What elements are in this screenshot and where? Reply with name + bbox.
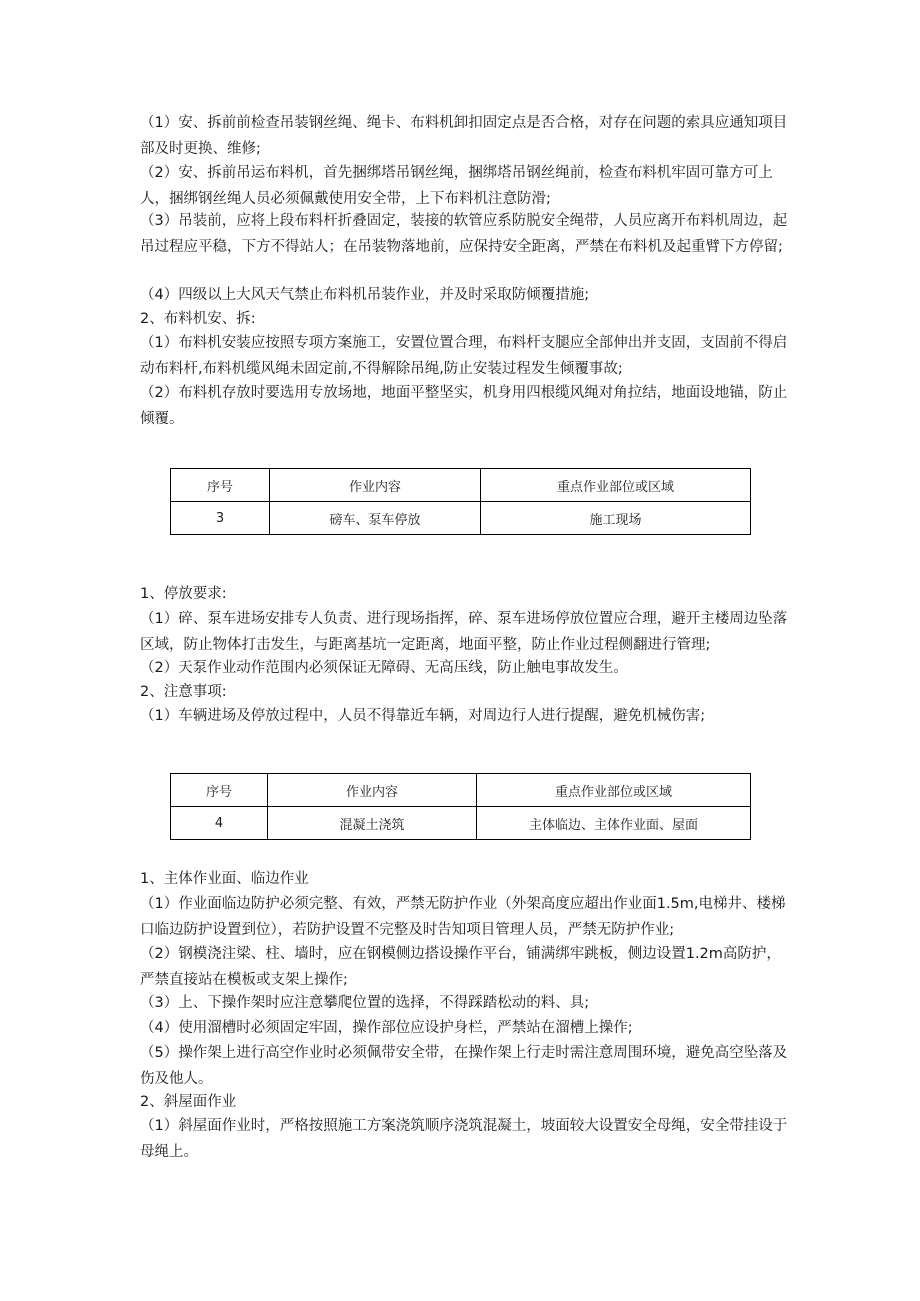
table-header-row	[171, 774, 751, 807]
cell-seq: 4	[171, 807, 268, 840]
paragraph-c1: （1）作业面临边防护必须完整、有效，严禁无防护作业（外架高度应超出作业面1.5m,电梯井、楼梯口临边防护设置到位），若防护设置不完整及时告知项目管理人员，严禁无防护作业;	[140, 896, 786, 938]
paragraph-c3: （3）上、下操作架时应注意攀爬位置的选择，不得踩踏松动的料、具;	[140, 995, 590, 1011]
heading-c-main-work: 1、主体作业面、临边作业	[140, 871, 309, 887]
table-row	[171, 807, 751, 840]
heading-b-notes: 2、注意事项:	[140, 684, 227, 700]
work-table-4	[170, 773, 751, 840]
cell-key-area: 主体临边、主体作业面、屋面	[477, 807, 751, 840]
cell-seq: 3	[171, 502, 270, 535]
paragraph-c2: （2）钢模浇注梁、柱、墙时，应在钢模侧边搭设操作平台，铺满绑牢跳板，侧边设置1.2m高防护，严禁直接站在模板或支架上操作;	[140, 946, 781, 988]
paragraph-a1: （1）安、拆前前检查吊装钢丝绳、绳卡、布料机卸扣固定点是否合格，对存在问题的索具应通知项目部及时更换、维修;	[140, 115, 788, 157]
header-work-content: 作业内容	[270, 469, 481, 502]
paragraph-a3: （3）吊装前，应将上段布料杆折叠固定，装接的软管应系防脱安全绳带，人员应离开布料机周边，起吊过程应平稳，下方不得站人；在吊装物落地前，应保持安全距离，严禁在布料机及起重臂下方停留;	[140, 213, 788, 255]
heading-c-slope-roof: 2、斜屋面作业	[140, 1094, 237, 1110]
work-table-3	[170, 468, 751, 535]
cell-key-area: 施工现场	[481, 502, 751, 535]
paragraph-c4: （4）使用溜槽时必须固定牢固，操作部位应设护身栏，严禁站在溜槽上操作;	[140, 1020, 633, 1036]
paragraph-b3: （1）车辆进场及停放过程中，人员不得靠近车辆，对周边行人进行提醒，避免机械伤害;	[140, 708, 706, 724]
paragraph-c5: （5）操作架上进行高空作业时必须佩带安全带，在操作架上行走时需注意周围环境，避免高空坠落及伤及他人。	[140, 1045, 788, 1087]
paragraph-a5: （1）布料机安装应按照专项方案施工，安置位置合理，布料杆支腿应全部伸出并支固，支固前不得启动布料杆,布料机缆风绳未固定前,不得解除吊绳,防止安装过程发生倾覆事故;	[140, 335, 788, 377]
paragraph-a2: （2）安、拆前吊运布料机，首先捆绑塔吊钢丝绳，捆绑塔吊钢丝绳前，检查布料机牢固可靠方可上人，捆绑钢丝绳人员必须佩戴使用安全带，上下布料机注意防滑;	[140, 165, 773, 207]
header-key-area: 重点作业部位或区域	[481, 469, 751, 502]
cell-work-content: 混凝土浇筑	[268, 807, 477, 840]
paragraph-a4: （4）四级以上大风天气禁止布料机吊装作业，并及时采取防倾覆措施;	[140, 287, 590, 303]
paragraph-a6: （2）布料机存放时要选用专放场地，地面平整坚实，机身用四根缆风绳对角拉结，地面设地锚，防止倾覆。	[140, 385, 788, 427]
header-key-area: 重点作业部位或区域	[477, 774, 751, 807]
paragraph-b1: （1）碎、泵车进场安排专人负责、进行现场指挥，碎、泵车进场停放位置应合理，避开主楼周边坠落区域，防止物体打击发生，与距离基坑一定距离，地面平整，防止作业过程侧翻进行管理;	[140, 611, 788, 653]
cell-work-content: 磅车、泵车停放	[270, 502, 481, 535]
paragraph-b2: （2）天泵作业动作范围内必须保证无障碍、无高压线，防止触电事故发生。	[140, 660, 628, 676]
heading-b-parking: 1、停放要求:	[140, 586, 227, 602]
heading-a-install: 2、布料机安、拆:	[140, 311, 256, 327]
table-header-row	[171, 469, 751, 502]
paragraph-c6: （1）斜屋面作业时，严格按照施工方案浇筑顺序浇筑混凝土，坡面较大设置安全母绳，安全带挂设于母绳上。	[140, 1118, 788, 1160]
header-seq: 序号	[171, 774, 268, 807]
header-seq: 序号	[171, 469, 270, 502]
table-row	[171, 502, 751, 535]
header-work-content: 作业内容	[268, 774, 477, 807]
